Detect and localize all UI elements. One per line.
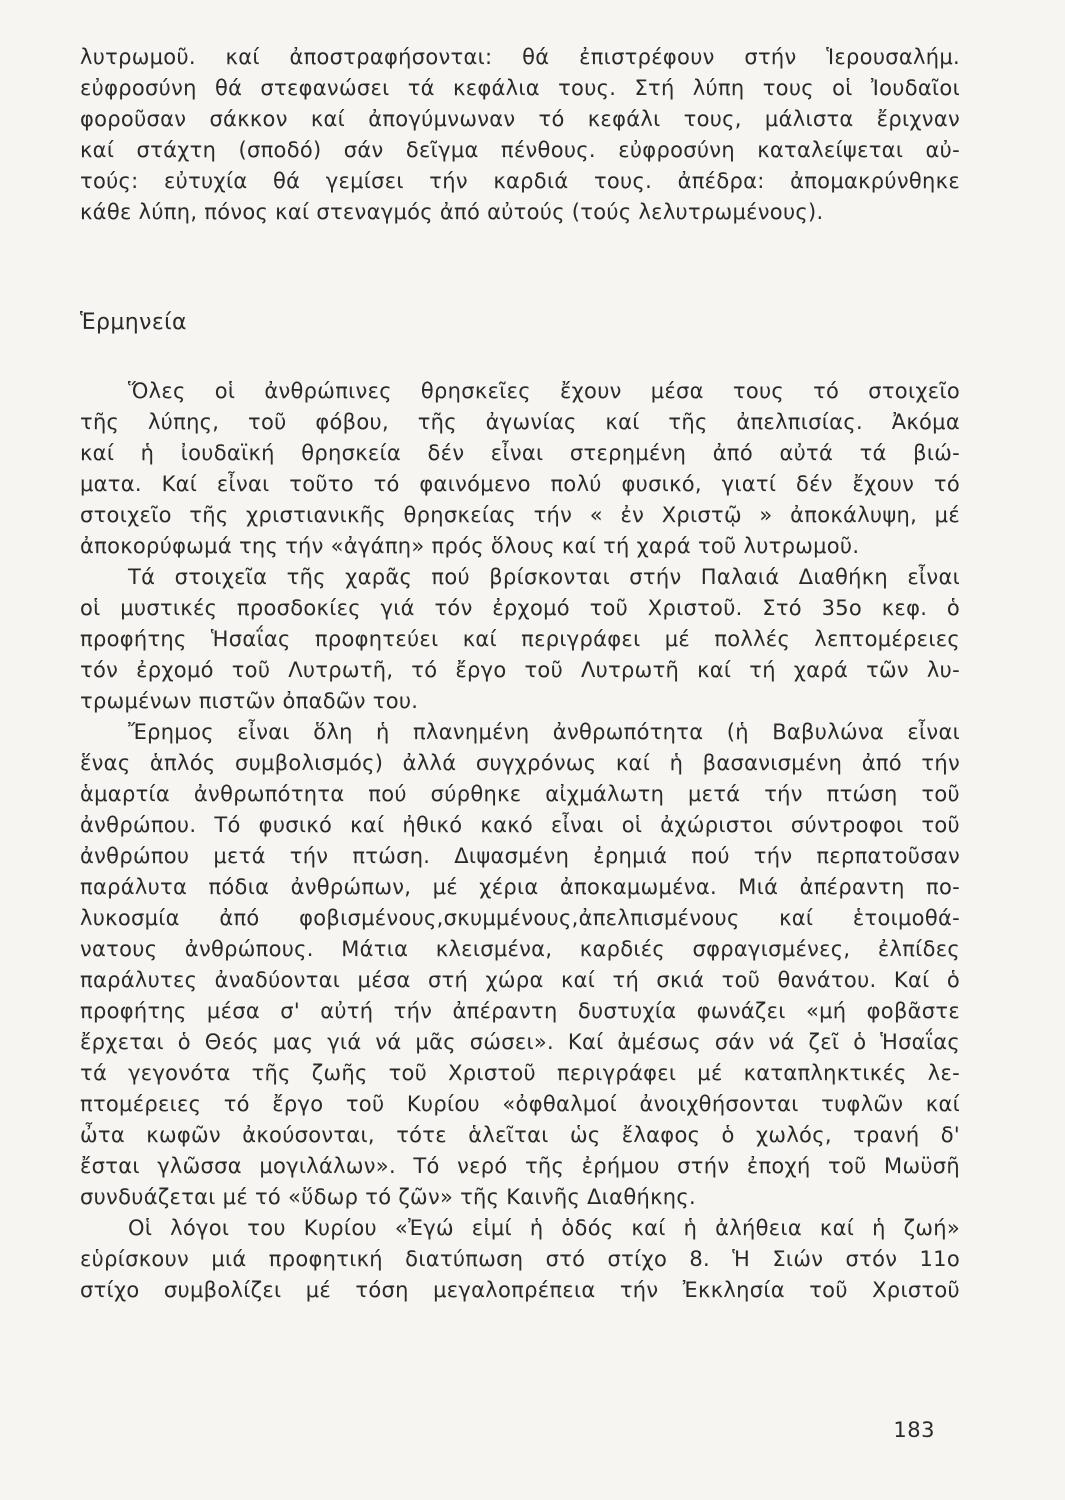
text-line: ἀνθρώπου. Τό φυσικό καί ἠθικό κακό εἶναι οἱ ἀχώριστοι σύντροφοι τοῦ — [80, 813, 960, 837]
text-line: παράλυτες ἀναδύονται μέσα στή χώρα καί τή σκιά τοῦ θανάτου. Καί ὁ — [80, 968, 960, 992]
section-heading: Ἑρμηνεία — [80, 310, 187, 335]
text-line: κάθε λύπη, πόνος καί στεναγμός ἀπό αὐτούς (τούς λελυτρωμένους). — [80, 200, 824, 224]
paragraph-4 — [80, 1213, 960, 1306]
text-line: ὦτα κωφῶν ἀκούσονται, τότε ἁλεῖται ὡς ἔλαφος ὁ χωλός, τρανή δ' — [80, 1123, 960, 1147]
text-line: προφήτης μέσα σ' αὐτή τήν ἀπέραντη δυστυχία φωνάζει «μή φοβᾶστε — [80, 999, 960, 1023]
paragraph-1 — [80, 376, 960, 562]
paragraph-3 — [80, 717, 960, 1213]
text-line: Ἔρημος εἶναι ὅλη ἡ πλανημένη ἀνθρωπότητα (ἡ Βαβυλώνα εἶναι — [128, 720, 960, 744]
text-line: προφήτης Ἡσαΐας προφητεύει καί περιγράφει μέ πολλές λεπτομέρειες — [80, 627, 960, 651]
text-line: Οἱ λόγοι του Κυρίου «Ἐγώ εἰμί ἡ ὁδός καί ἡ ἀλήθεια καί ἡ ζωή» — [128, 1216, 960, 1240]
text-line: ματα. Καί εἶναι τοῦτο τό φαινόμενο πολύ φυσικό, γιατί δέν ἔχουν τό — [80, 472, 960, 496]
page-number: 183 — [893, 1418, 935, 1442]
text-line: ἔρχεται ὁ Θεός μας γιά νά μᾶς σώσει». Καί ἀμέσως σάν νά ζεῖ ὁ Ἡσαΐας — [80, 1030, 960, 1054]
text-line: ἀνθρώπου μετά τήν πτώση. Διψασμένη ἐρημιά πού τήν περπατοῦσαν — [80, 844, 960, 868]
text-line: εὑρίσκουν μιά προφητική διατύπωση στό στίχο 8. Ἡ Σιών στόν 11ο — [80, 1247, 960, 1271]
text-line: πτομέρειες τό ἔργο τοῦ Κυρίου «ὀφθαλμοί ἀνοιχθήσονται τυφλῶν καί — [80, 1092, 960, 1116]
text-line: τῆς λύπης, τοῦ φόβου, τῆς ἀγωνίας καί τῆς ἀπελπισίας. Ἀκόμα — [80, 410, 960, 434]
text-line: παράλυτα πόδια ἀνθρώπων, μέ χέρια ἀποκαμωμένα. Μιά ἀπέραντη πο- — [80, 875, 960, 899]
text-line: οἱ μυστικές προσδοκίες γιά τόν ἐρχομό τοῦ Χριστοῦ. Στό 35ο κεφ. ὁ — [80, 596, 960, 620]
intro-paragraph — [80, 42, 960, 228]
text-line: Τά στοιχεῖα τῆς χαρᾶς πού βρίσκονται στήν Παλαιά Διαθήκη εἶναι — [128, 565, 960, 589]
text-line: λυκοσμία ἀπό φοβισμένους,σκυμμένους,ἀπελπισμένους καί ἑτοιμοθά- — [80, 906, 960, 930]
text-line: εὐφροσύνη θά στεφανώσει τά κεφάλια τους. Στή λύπη τους οἱ Ἰουδαῖοι — [80, 76, 960, 100]
text-line: λυτρωμοῦ. καί ἀποστραφήσονται: θά ἐπιστρέφουν στήν Ἱερουσαλήμ. — [80, 45, 960, 69]
text-line: ἁμαρτία ἀνθρωπότητα πού σύρθηκε αἰχμάλωτη μετά τήν πτώση τοῦ — [80, 782, 960, 806]
paragraph-2 — [80, 562, 960, 717]
text-line: ἔσται γλῶσσα μογιλάλων». Τό νερό τῆς ἐρήμου στήν ἐποχή τοῦ Μωϋσῆ — [80, 1154, 960, 1178]
text-line: στοιχεῖο τῆς χριστιανικῆς θρησκείας τήν « ἐν Χριστῷ » ἀποκάλυψη, μέ — [80, 503, 960, 527]
text-line: στίχο συμβολίζει μέ τόση μεγαλοπρέπεια τήν Ἐκκλησία τοῦ Χριστοῦ — [80, 1278, 960, 1302]
text-line: Ὅλες οἱ ἀνθρώπινες θρησκεῖες ἔχουν μέσα τους τό στοιχεῖο — [128, 379, 960, 403]
text-line: ἕνας ἁπλός συμβολισμός) ἀλλά συγχρόνως καί ἡ βασανισμένη ἀπό τήν — [80, 751, 960, 775]
text-line: φοροῦσαν σάκκον καί ἀπογύμνωναν τό κεφάλι τους, μάλιστα ἔριχναν — [80, 107, 960, 131]
text-line: καί ἡ ἰουδαϊκή θρησκεία δέν εἶναι στερημένη ἀπό αὐτά τά βιώ- — [80, 441, 960, 465]
text-line: νατους ἀνθρώπους. Μάτια κλεισμένα, καρδιές σφραγισμένες, ἐλπίδες — [80, 937, 960, 961]
text-line: τούς: εὐτυχία θά γεμίσει τήν καρδιά τους. ἀπέδρα: ἀπομακρύνθηκε — [80, 169, 960, 193]
page-body — [80, 42, 960, 1306]
text-line: συνδυάζεται μέ τό «ὕδωρ τό ζῶν» τῆς Καινῆς Διαθήκης. — [80, 1185, 696, 1209]
text-line: τά γεγονότα τῆς ζωῆς τοῦ Χριστοῦ περιγράφει μέ καταπληκτικές λε- — [80, 1061, 960, 1085]
text-line: ἀποκορύφωμά της τήν «ἀγάπη» πρός ὅλους καί τή χαρά τοῦ λυτρωμοῦ. — [80, 534, 860, 558]
text-line: καί στάχτη (σποδό) σάν δεῖγμα πένθους. εὐφροσύνη καταλείψεται αὐ- — [80, 138, 960, 162]
text-line: τρωμένων πιστῶν ὀπαδῶν του. — [80, 689, 419, 713]
text-line: τόν ἐρχομό τοῦ Λυτρωτῆ, τό ἔργο τοῦ Λυτρωτῆ καί τή χαρά τῶν λυ- — [80, 658, 960, 682]
